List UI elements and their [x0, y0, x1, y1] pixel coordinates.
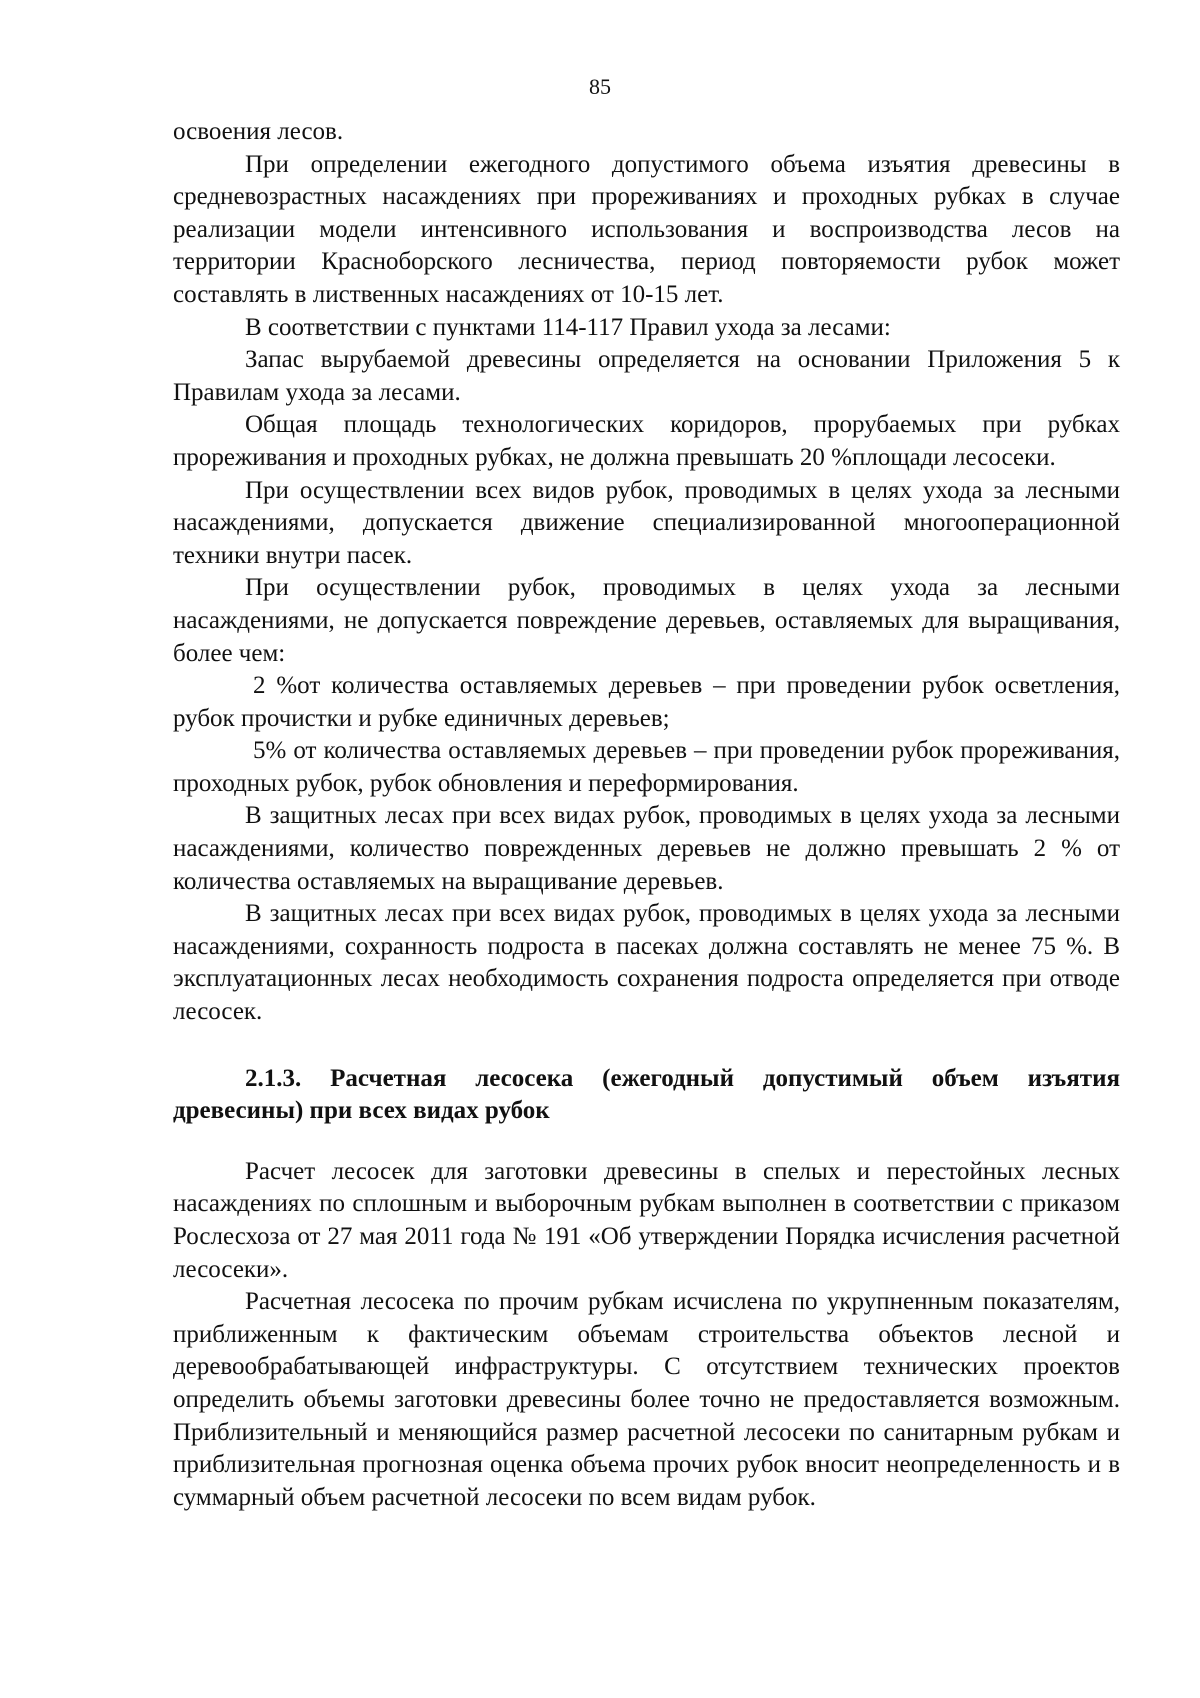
- paragraph: Расчетная лесосека по прочим рубкам исчислена по укрупненным показателям, приближенным к фактическим объемам строительства объектов лесной и деревообрабатывающей инфраструктуры. С отсутствием технических проектов определить объемы заготовки древесины более точно не предоставляется возможным. Приблизительный и меняющийся размер расчетной лесосеки по санитарным рубкам и приблизительная прогнозная оценка объема прочих рубок вносит неопределенность и в суммарный объем расчетной лесосеки по всем видам рубок.: [173, 1288, 1120, 1511]
- paragraph: освоения лесов.: [173, 118, 344, 145]
- paragraph: При осуществлении всех видов рубок, проводимых в целях ухода за лесными насаждениями, допускается движение специализированной многооперационной техники внутри пасек.: [173, 476, 1120, 569]
- paragraph: При определении ежегодного допустимого объема изъятия древесины в средневозрастных насаждениях при прореживаниях и проходных рубках в случае реализации модели интенсивного использования и воспроизводства лесов на территории Красноборского лесничества, период повторяемости рубок может составлять в лиственных насаждениях от 10-15 лет.: [173, 150, 1120, 308]
- paragraph: Общая площадь технологических коридоров, прорубаемых при рубках прореживания и проходных рубках, не должна превышать 20 %площади лесосеки.: [173, 411, 1120, 471]
- paragraph: Расчет лесосек для заготовки древесины в спелых и перестойных лесных насаждениях по сплошным и выборочным рубкам выполнен в соответствии с приказом Рослесхоза от 27 мая 2011 года № 191 «Об утверждении Порядка исчисления расчетной лесосеки».: [173, 1157, 1120, 1283]
- paragraph: В защитных лесах при всех видах рубок, проводимых в целях ухода за лесными насаждениями, сохранность подроста в пасеках должна составлять не менее 75 %. В эксплуатационных лесах необходимость сохранения подроста определяется при отводе лесосек.: [173, 900, 1120, 1026]
- paragraph: Запас вырубаемой древесины определяется на основании Приложения 5 к Правилам ухода за лесами.: [173, 346, 1120, 406]
- document-body: [173, 116, 1120, 1514]
- list-item: 5% от количества оставляемых деревьев – при проведении рубок прореживания, проходных рубок, рубок обновления и переформирования.: [173, 737, 1120, 797]
- paragraph: При осуществлении рубок, проводимых в целях ухода за лесными насаждениями, не допускается повреждение деревьев, оставляемых для выращивания, более чем:: [173, 574, 1120, 667]
- section-heading: 2.1.3. Расчетная лесосека (ежегодный допустимый объем изъятия древесины) при всех видах рубок: [173, 1064, 1120, 1125]
- paragraph: В соответствии с пунктами 114-117 Правил ухода за лесами:: [245, 313, 891, 341]
- paragraph: В защитных лесах при всех видах рубок, проводимых в целях ухода за лесными насаждениями, количество поврежденных деревьев не должно превышать 2 % от количества оставляемых на выращивание деревьев.: [173, 802, 1120, 895]
- page-number: 85: [589, 74, 611, 99]
- list-item: 2 %от количества оставляемых деревьев – при проведении рубок осветления, рубок прочистки и рубке единичных деревьев;: [173, 672, 1120, 732]
